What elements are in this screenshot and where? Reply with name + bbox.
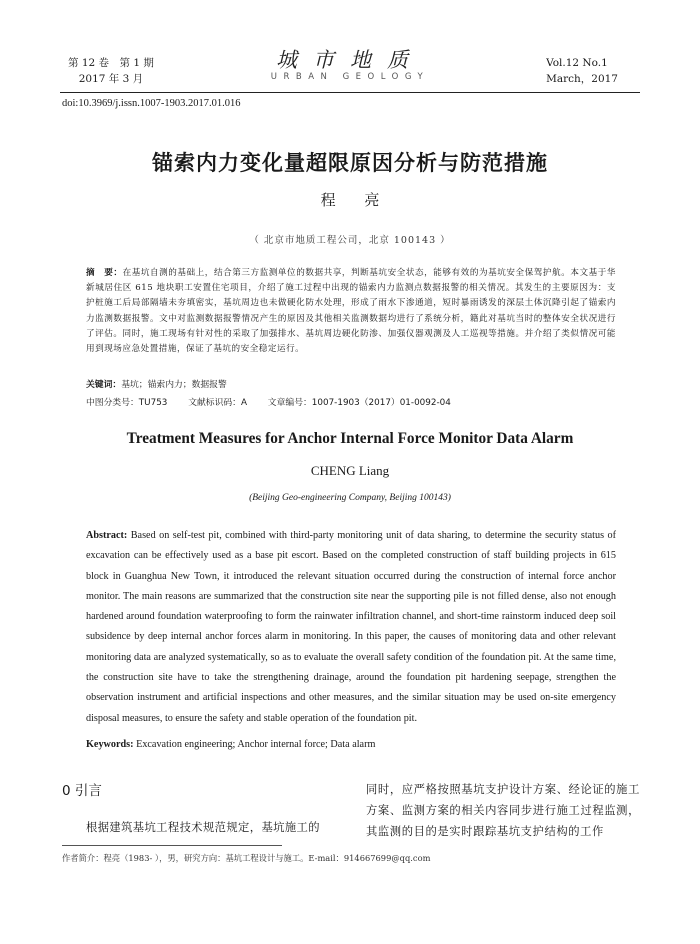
footnote-rule (62, 845, 282, 846)
publication-date-en: March，2017 (546, 73, 618, 85)
keywords-label-en: Keywords: (86, 739, 134, 750)
affiliation-chinese: （ 北京市地质工程公司，北京 100143 ） (249, 235, 451, 246)
section-heading: 0 引言 (62, 783, 102, 799)
abstract-label-en: Abstract: (86, 530, 128, 541)
keywords-chinese (86, 377, 227, 390)
keywords-text-en: Excavation engineering; Anchor internal force; Data alarm (136, 739, 376, 750)
volume-issue: 第 12 卷 第 1 期 (68, 57, 154, 69)
volume-issue-en: Vol.12 No.1 (546, 57, 608, 69)
abstract-label-cn: 摘 要： (86, 268, 123, 278)
logo-english: URBAN GEOLOGY (270, 72, 430, 82)
keywords-label-cn: 关键词： (86, 380, 122, 390)
header-rule (60, 92, 640, 93)
affiliation-english: (Beijing Geo-engineering Company, Beijing 100143) (249, 493, 451, 503)
logo-chinese: 城市地质 (276, 48, 424, 72)
keywords-english (86, 739, 375, 750)
abstract-english (86, 526, 616, 729)
body-column-left: 根据建筑基坑工程技术规范规定，基坑施工的 (86, 821, 320, 834)
title-chinese: 锚索内力变化量超限原因分析与防范措施 (152, 151, 548, 175)
journal-volume-info-en (546, 55, 618, 87)
abstract-text-en: Based on self-test pit, combined with third-party monitoring unit of data sharing, to determine the security status of excavation can be effectively used as a base pit escort. Based on the completed construction of staff building projects in 615 block in Guanghua New Town, it introduced the relevant situation occurred during the construction of internal force anchor monitor. The main reasons are summarized that the construction site near the supporting pile is not filled dense, also not enough hardened around foundation waterproofing to form the rainwater infiltration channel, and short-time rainstorm induced deep soil subsidence by deep internal anchor forces alarm in monitoring. In this paper, the causes of monitoring data and other relevant monitoring data are analyzed systematically, so as to evaluate the overall safety condition of the foundation pit. At the same time, the construction site have to take the strengthening drainage, around the foundation pit hardening seepage, strengthen the observation instrument and artificial inspections and other measures, and the similar situation may be used on-site emergency disposal measures, to ensure the safety and stable operation of the foundation pit. (86, 530, 616, 724)
classification-line (86, 395, 469, 408)
body-column-right: 同时，应严格按照基坑支护设计方案、经论证的施工方案、监测方案的相关内容同步进行施工过程监测，其监测的目的是实时跟踪基坑支护结构的工作 (366, 783, 640, 838)
author-english: CHENG Liang (310, 463, 390, 478)
clc-number: 中图分类号：TU753 (86, 398, 168, 408)
author-footnote: 作者简介：程亮（1983- ），男，研究方向：基坑工程设计与施工。E-mail：914667699@qq.com (62, 853, 431, 863)
document-code: 文献标识码：A (188, 398, 247, 408)
abstract-chinese (86, 266, 616, 357)
doi[interactable]: doi:10.3969/j.issn.1007-1903.2017.01.016 (62, 98, 241, 109)
article-number: 文章编号：1007-1903（2017）01-0092-04 (267, 398, 451, 408)
publication-date-cn: 2017 年 3 月 (78, 73, 144, 85)
author-chinese: 程 亮 (320, 191, 392, 209)
title-english: Treatment Measures for Anchor Internal Force Monitor Data Alarm (126, 430, 574, 447)
keywords-text-cn: 基坑；锚索内力；数据报警 (121, 380, 227, 390)
abstract-text-cn: 在基坑自测的基础上，结合第三方监测单位的数据共享，判断基坑安全状态，能够有效的为基坑安全保驾护航。本文基于华新城居住区 615 地块职工安置住宅项目，介绍了施工过程中出现的锚索内力监测点数据报警的相关情况。其发生的主要原因为：支护桩施工后局部隔墙未夯填密实，基坑周边也未做硬化防水处理，形成了雨水下渗通道，短时暴雨诱发的深层土体沉降引起了锚索内力监测数据报警。文中对监测数据报警情况产生的原因及其他相关监测数据均进行了系统分析，籍此对基坑当时的整体安全状况进行了评估。同时，施工现场有针对性的采取了加强排水、基坑周边硬化防渗、加强仪器观测及人工巡视等措施。并介绍了类似情况可能用到现场应急处置措施，保证了基坑的安全稳定运行。 (86, 268, 616, 355)
